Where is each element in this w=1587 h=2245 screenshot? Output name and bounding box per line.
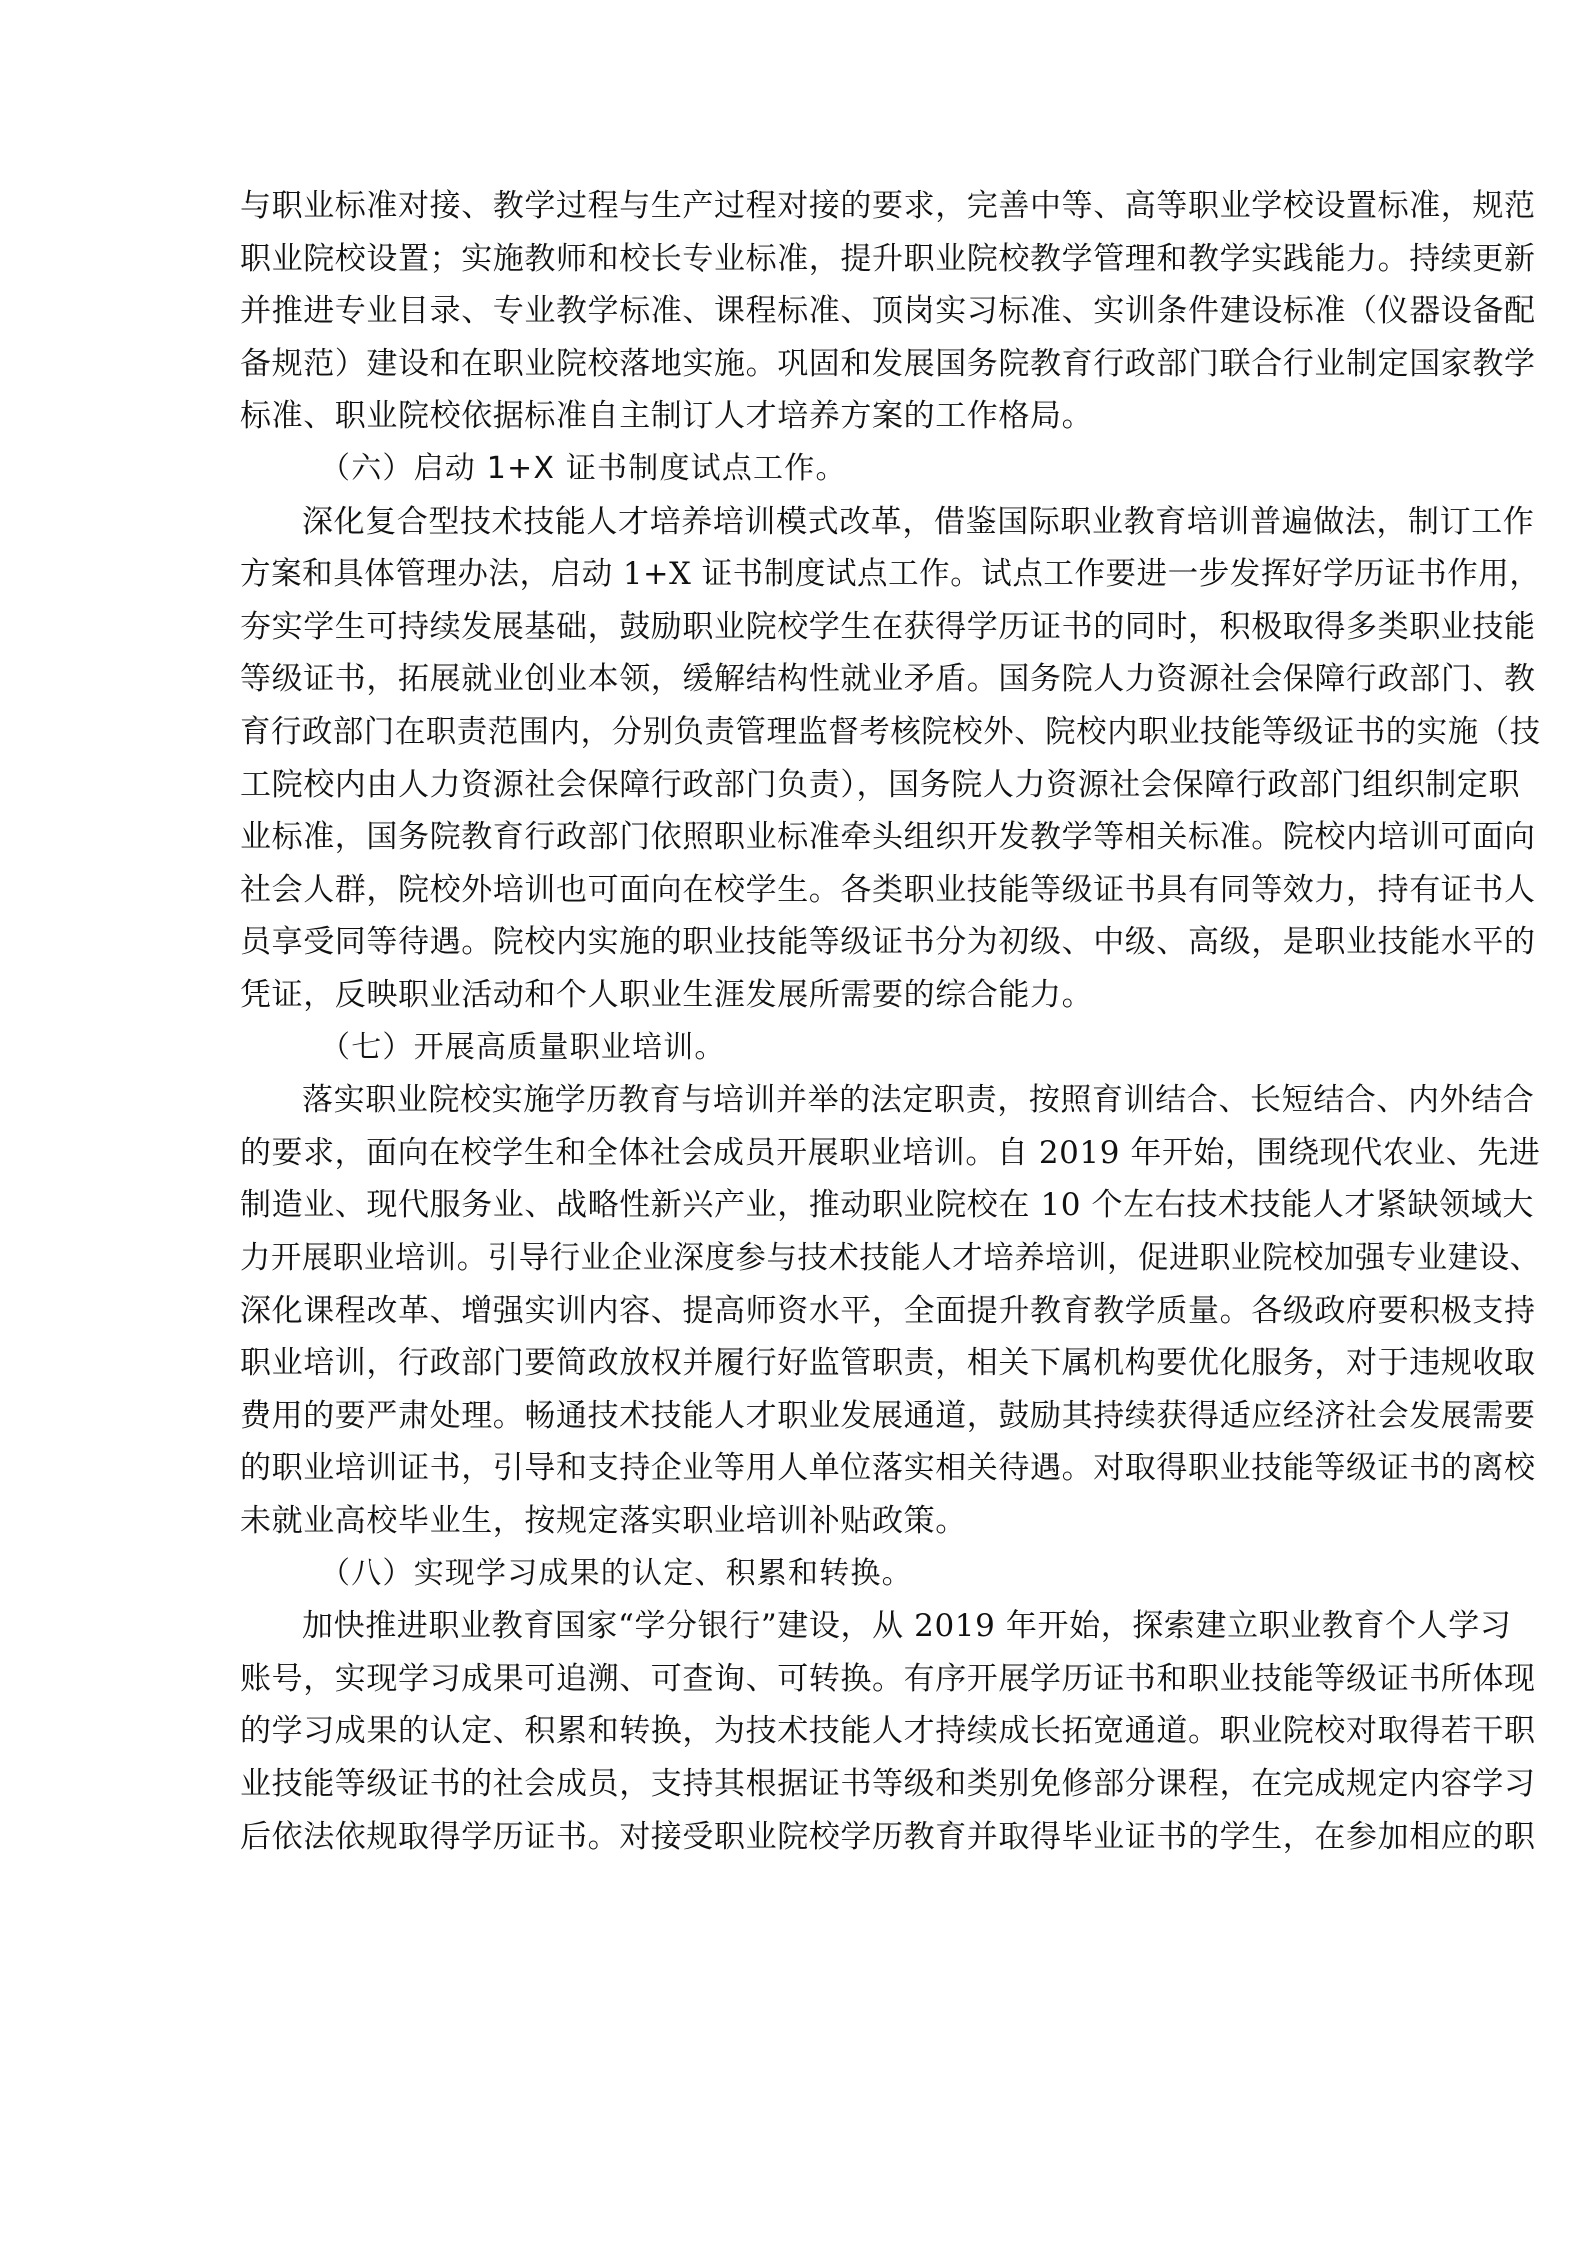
paragraph-line: 标准、职业院校依据标准自主制订人才培养方案的工作格局。 — [240, 398, 1094, 435]
paragraph-line: 深化课程改革、增强实训内容、提高师资水平，全面提升教育教学质量。各级政府要积极支持 — [240, 1292, 1536, 1329]
paragraph-line: 的学习成果的认定、积累和转换，为技术技能人才持续成长拓宽通道。职业院校对取得若干职 — [240, 1713, 1536, 1750]
section-heading: （六）启动 1+X 证书制度试点工作。 — [320, 451, 847, 486]
paragraph-line: 社会人群，院校外培训也可面向在校学生。各类职业技能等级证书具有同等效力，持有证书人 — [240, 871, 1536, 908]
paragraph-line: 落实职业院校实施学历教育与培训并举的法定职责，按照育训结合、长短结合、内外结合 — [302, 1082, 1535, 1119]
paragraph-line: 凭证，反映职业活动和个人职业生涯发展所需要的综合能力。 — [240, 977, 1094, 1013]
paragraph-line: 备规范）建设和在职业院校落地实施。巩固和发展国务院教育行政部门联合行业制定国家教学 — [240, 345, 1536, 382]
paragraph-line: 加快推进职业教育国家“学分银行”建设，从 2019 年开始，探索建立职业教育个人学习 — [302, 1608, 1512, 1645]
paragraph-line: 的职业培训证书，引导和支持企业等用人单位落实相关待遇。对取得职业技能等级证书的离校 — [240, 1450, 1536, 1487]
paragraph-line: 育行政部门在职责范围内，分别负责管理监督考核院校外、院校内职业技能等级证书的实施（技 — [240, 714, 1541, 750]
paragraph-line: 力开展职业培训。引导行业企业深度参与技术技能人才培养培训，促进职业院校加强专业建设、 — [240, 1240, 1541, 1276]
section-heading: （七）开展高质量职业培训。 — [320, 1029, 726, 1065]
paragraph-line: 并推进专业目录、专业教学标准、课程标准、顶岗实习标准、实训条件建设标准（仪器设备配 — [240, 293, 1536, 330]
paragraph-line: 未就业高校毕业生，按规定落实职业培训补贴政策。 — [240, 1503, 967, 1539]
paragraph-line: 深化复合型技术技能人才培养培训模式改革，借鉴国际职业教育培训普遍做法，制订工作 — [302, 503, 1535, 540]
paragraph-line: 员享受同等待遇。院校内实施的职业技能等级证书分为初级、中级、高级，是职业技能水平的 — [240, 924, 1536, 961]
paragraph-line: 业技能等级证书的社会成员，支持其根据证书等级和类别免修部分课程，在完成规定内容学习 — [240, 1766, 1536, 1802]
paragraph-line: 后依法依规取得学历证书。对接受职业院校学历教育并取得毕业证书的学生，在参加相应的职 — [240, 1818, 1536, 1855]
paragraph-line: 职业培训，行政部门要简政放权并履行好监管职责，相关下属机构要优化服务，对于违规收取 — [240, 1345, 1536, 1382]
section-heading: （八）实现学习成果的认定、积累和转换。 — [320, 1555, 913, 1591]
paragraph-line: 的要求，面向在校学生和全体社会成员开展职业培训。自 2019 年开始，围绕现代农业、先进 — [240, 1134, 1541, 1171]
paragraph-line: 账号，实现学习成果可追溯、可查询、可转换。有序开展学历证书和职业技能等级证书所体现 — [240, 1660, 1536, 1697]
paragraph-line: 业标准，国务院教育行政部门依照职业标准牵头组织开发教学等相关标准。院校内培训可面向 — [240, 819, 1536, 856]
paragraph-line: 制造业、现代服务业、战略性新兴产业，推动职业院校在 10 个左右技术技能人才紧缺领域大 — [240, 1187, 1534, 1224]
paragraph-line: 与职业标准对接、教学过程与生产过程对接的要求，完善中等、高等职业学校设置标准，规范 — [240, 188, 1536, 224]
paragraph-line: 职业院校设置；实施教师和校长专业标准，提升职业院校教学管理和教学实践能力。持续更新 — [240, 240, 1536, 277]
paragraph-line: 费用的要严肃处理。畅通技术技能人才职业发展通道，鼓励其持续获得适应经济社会发展需要 — [240, 1397, 1536, 1434]
paragraph-line: 夯实学生可持续发展基础，鼓励职业院校学生在获得学历证书的同时，积极取得多类职业技能 — [240, 608, 1536, 645]
paragraph-line: 等级证书，拓展就业创业本领，缓解结构性就业矛盾。国务院人力资源社会保障行政部门、教 — [240, 661, 1536, 698]
paragraph-line: 方案和具体管理办法，启动 1+X 证书制度试点工作。试点工作要进一步发挥好学历证书作用， — [240, 556, 1541, 593]
paragraph-line: 工院校内由人力资源社会保障行政部门负责），国务院人力资源社会保障行政部门组织制定职 — [240, 766, 1521, 803]
